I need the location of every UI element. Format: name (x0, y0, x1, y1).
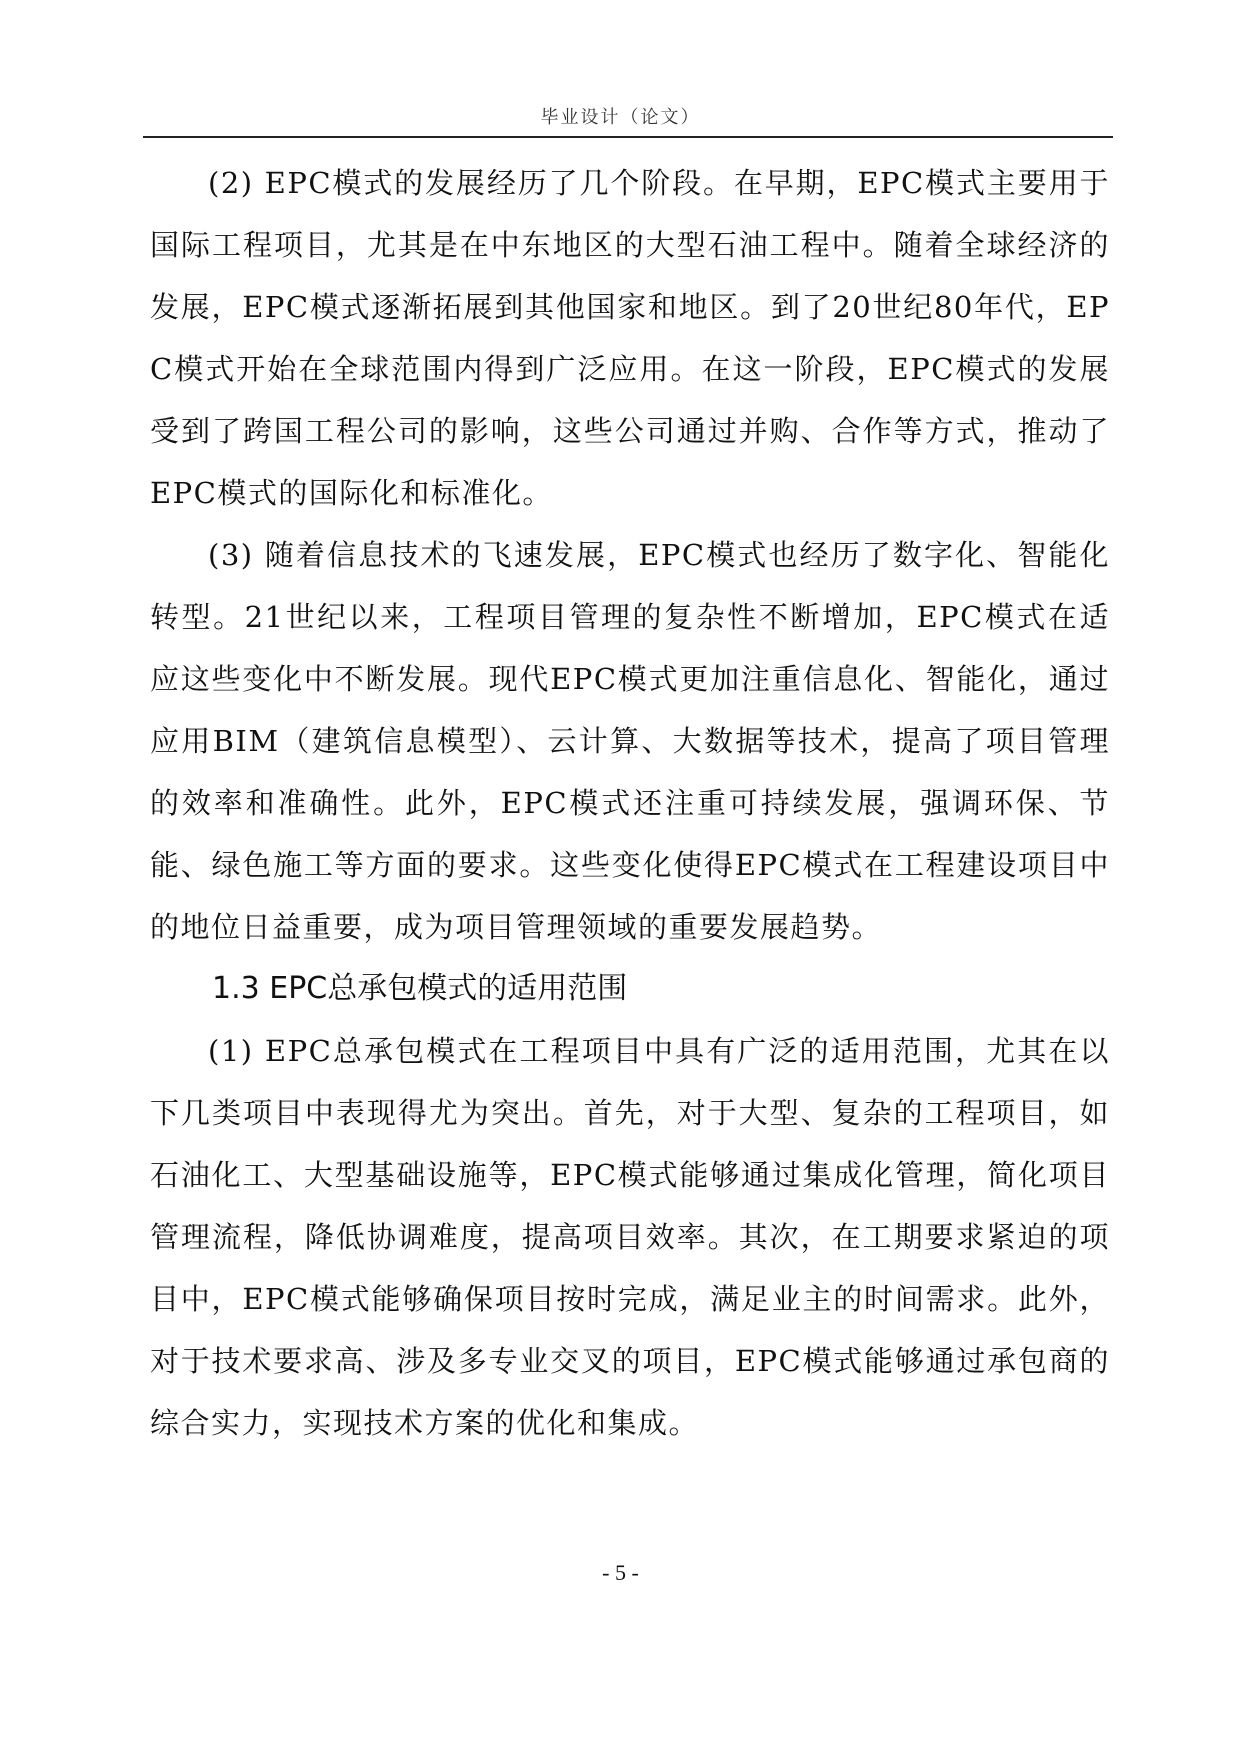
paragraph-3: (3) 随着信息技术的飞速发展，EPC模式也经历了数字化、智能化转型。21世纪以来，工程项目管理的复杂性不断增加，EPC模式在适应这些变化中不断发展。现代EPC模式更加注重信息化、智能化，通过应用BIM（建筑信息模型）、云计算、大数据等技术，提高了项目管理的效率和准确性。此外，EPC模式还注重可持续发展，强调环保、节能、绿色施工等方面的要求。这些变化使得EPC模式在工程建设项目中的地位日益重要，成为项目管理领域的重要发展趋势。 (150, 538, 1110, 944)
paragraph-2: (2) EPC模式的发展经历了几个阶段。在早期，EPC模式主要用于国际工程项目，尤其是在中东地区的大型石油工程中。随着全球经济的发展，EPC模式逐渐拓展到其他国家和地区。到了20世纪80年代，EPC模式开始在全球范围内得到广泛应用。在这一阶段，EPC模式的发展受到了跨国工程公司的影响，这些公司通过并购、合作等方式，推动了EPC模式的国际化和标准化。 (150, 166, 1110, 510)
header-rule (143, 136, 1113, 138)
page-number: - 5 - (602, 1560, 639, 1585)
paragraph-1-3-1: (1) EPC总承包模式在工程项目中具有广泛的适用范围，尤其在以下几类项目中表现得尤为突出。首先，对于大型、复杂的工程项目，如石油化工、大型基础设施等，EPC模式能够通过集成化管理，简化项目管理流程，降低协调难度，提高项目效率。其次，在工期要求紧迫的项目中，EPC模式能够确保项目按时完成，满足业主的时间需求。此外，对于技术要求高、涉及多专业交叉的项目，EPC模式能够通过承包商的综合实力，实现技术方案的优化和集成。 (150, 1034, 1110, 1440)
body-text (150, 152, 1110, 1454)
section-heading: 1.3 EPC总承包模式的适用范围 (212, 971, 628, 1006)
running-header: 毕业设计（论文） (540, 107, 701, 128)
